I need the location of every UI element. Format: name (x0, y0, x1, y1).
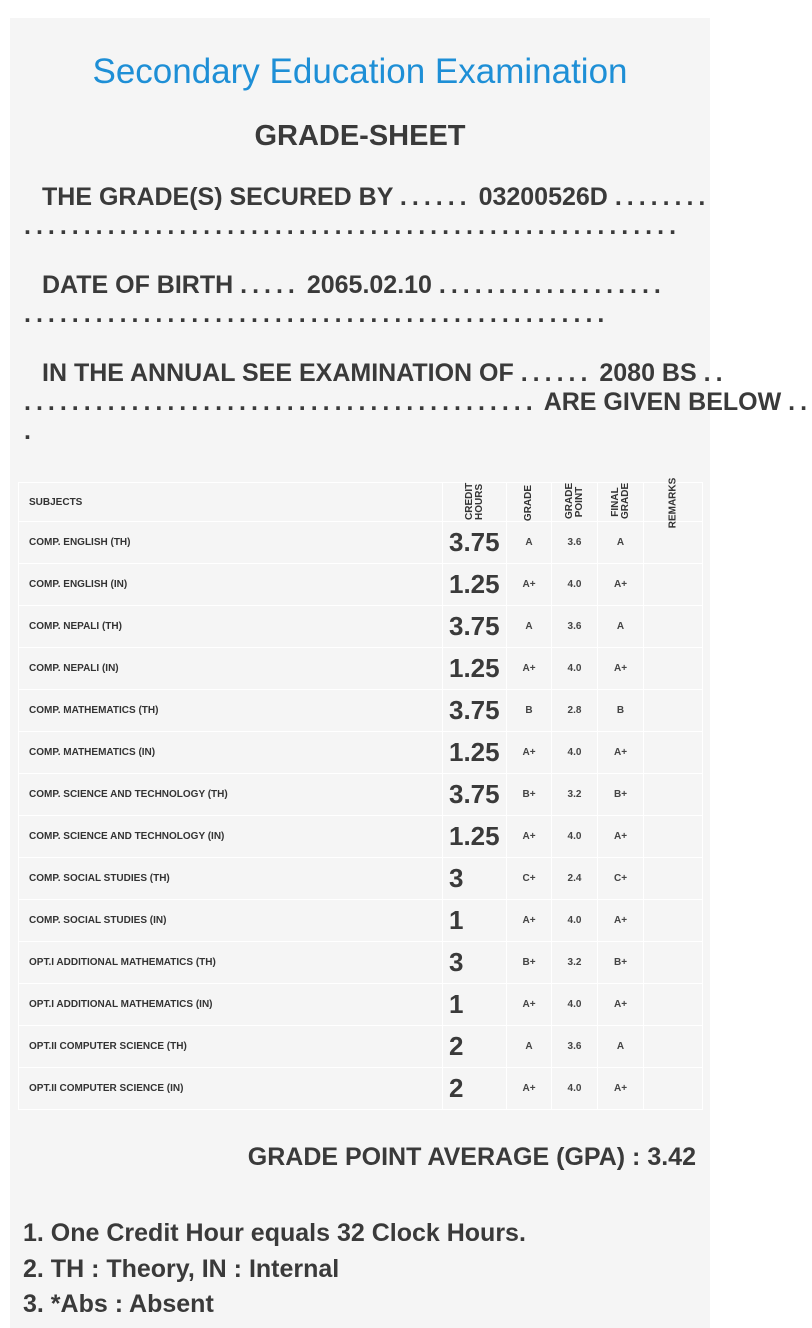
grade-cell: A+ (507, 732, 552, 774)
final-grade-cell: B (598, 690, 644, 732)
remarks-cell (644, 984, 703, 1026)
grade-point-cell: 4.0 (552, 732, 598, 774)
grade-point-cell: 4.0 (552, 900, 598, 942)
table-row (19, 690, 703, 732)
grade-point-cell: 2.4 (552, 858, 598, 900)
credit-hours-cell: 1 (443, 900, 507, 942)
grade-cell: C+ (507, 858, 552, 900)
col-credit-hours: CREDIT HOURS (443, 483, 507, 522)
dob-label: DATE OF BIRTH (42, 271, 234, 299)
grade-point-cell: 4.0 (552, 816, 598, 858)
col-remarks: REMARKS (644, 483, 703, 522)
credit-hours-cell: 1 (443, 984, 507, 1026)
table-row (19, 522, 703, 564)
final-grade-cell: B+ (598, 942, 644, 984)
final-grade-cell: A+ (598, 984, 644, 1026)
credit-hours-cell: 3.75 (443, 774, 507, 816)
grade-cell: A+ (507, 984, 552, 1026)
grade-cell: A+ (507, 816, 552, 858)
remarks-cell (644, 1068, 703, 1110)
grade-cell: B+ (507, 774, 552, 816)
subject-cell: OPT.II COMPUTER SCIENCE (TH) (19, 1026, 443, 1068)
exam-year: 2080 BS (599, 359, 697, 387)
credit-hours-cell: 1.25 (443, 648, 507, 690)
final-grade-cell: A+ (598, 816, 644, 858)
subject-cell: COMP. NEPALI (IN) (19, 648, 443, 690)
dotted-filler: . (24, 417, 36, 445)
col-subjects: SUBJECTS (19, 483, 443, 522)
table-row (19, 942, 703, 984)
table-row (19, 606, 703, 648)
given-below-text: ARE GIVEN BELOW (543, 388, 782, 416)
subject-cell: COMP. ENGLISH (IN) (19, 564, 443, 606)
remarks-cell (644, 606, 703, 648)
grade-point-cell: 4.0 (552, 648, 598, 690)
credit-hours-cell: 3 (443, 942, 507, 984)
remarks-cell (644, 942, 703, 984)
remarks-cell (644, 690, 703, 732)
grade-point-cell: 4.0 (552, 1068, 598, 1110)
grade-cell: A (507, 1026, 552, 1068)
remarks-cell (644, 774, 703, 816)
subject-cell: COMP. SOCIAL STUDIES (IN) (19, 900, 443, 942)
final-grade-cell: A+ (598, 732, 644, 774)
grade-point-cell: 3.6 (552, 522, 598, 564)
remarks-cell (644, 900, 703, 942)
dotted-filler: ....................................................... (24, 212, 682, 240)
symbol-number: 03200526D (478, 183, 608, 211)
dob-value: 2065.02.10 (306, 271, 432, 299)
table-row (19, 900, 703, 942)
table-row (19, 816, 703, 858)
subject-cell: COMP. MATHEMATICS (TH) (19, 690, 443, 732)
gpa-value: 3.42 (647, 1143, 696, 1171)
remarks-cell (644, 732, 703, 774)
final-grade-cell: A+ (598, 564, 644, 606)
col-final-grade: FINAL GRADE (598, 483, 644, 522)
final-grade-cell: B+ (598, 774, 644, 816)
final-grade-cell: A (598, 522, 644, 564)
table-row (19, 984, 703, 1026)
notes (23, 1216, 526, 1323)
final-grade-cell: A+ (598, 1068, 644, 1110)
grade-cell: B (507, 690, 552, 732)
final-grade-cell: A (598, 1026, 644, 1068)
table-row (19, 648, 703, 690)
grade-cell: A+ (507, 648, 552, 690)
grade-point-cell: 3.2 (552, 942, 598, 984)
gpa-line (248, 1143, 696, 1172)
grade-cell: A+ (507, 1068, 552, 1110)
exam-title: Secondary Education Examination (92, 52, 628, 91)
gpa-label: GRADE POINT AVERAGE (GPA) : (247, 1143, 641, 1171)
grade-cell: A (507, 606, 552, 648)
final-grade-cell: A+ (598, 648, 644, 690)
subject-cell: COMP. MATHEMATICS (IN) (19, 732, 443, 774)
note-item: 3. *Abs : Absent (23, 1290, 214, 1318)
final-grade-cell: A+ (598, 900, 644, 942)
secured-by-line: THE GRADE(S) SECURED BY ...... 03200526D ........ (42, 183, 711, 211)
final-grade-cell: C+ (598, 858, 644, 900)
dob-line: DATE OF BIRTH ..... 2065.02.10 ................... (42, 271, 666, 299)
col-grade: GRADE (507, 483, 552, 522)
credit-hours-cell: 3.75 (443, 690, 507, 732)
grade-cell: B+ (507, 942, 552, 984)
sheet-title: GRADE-SHEET (254, 120, 466, 152)
remarks-cell (644, 648, 703, 690)
credit-hours-cell: 3.75 (443, 606, 507, 648)
subject-cell: OPT.I ADDITIONAL MATHEMATICS (IN) (19, 984, 443, 1026)
credit-hours-cell: 1.25 (443, 816, 507, 858)
given-below-line: ........................................... ARE GIVEN BELOW .. (24, 388, 812, 416)
grade-point-cell: 3.6 (552, 1026, 598, 1068)
grade-point-cell: 3.2 (552, 774, 598, 816)
table-row (19, 774, 703, 816)
credit-hours-cell: 1.25 (443, 564, 507, 606)
credit-hours-cell: 2 (443, 1068, 507, 1110)
grade-cell: A+ (507, 900, 552, 942)
subject-cell: COMP. SCIENCE AND TECHNOLOGY (IN) (19, 816, 443, 858)
table-header-row (19, 483, 703, 522)
exam-line: IN THE ANNUAL SEE EXAMINATION OF ...... 2080 BS .. (42, 359, 728, 387)
credit-hours-cell: 1.25 (443, 732, 507, 774)
credit-hours-cell: 2 (443, 1026, 507, 1068)
grade-point-cell: 4.0 (552, 984, 598, 1026)
subject-cell: COMP. NEPALI (TH) (19, 606, 443, 648)
subject-cell: COMP. SCIENCE AND TECHNOLOGY (TH) (19, 774, 443, 816)
grade-point-cell: 2.8 (552, 690, 598, 732)
grades-table (18, 477, 703, 1110)
note-item: 1. One Credit Hour equals 32 Clock Hours. (23, 1219, 526, 1247)
credit-hours-cell: 3 (443, 858, 507, 900)
col-grade-point: GRADE POINT (552, 483, 598, 522)
grade-cell: A (507, 522, 552, 564)
remarks-cell (644, 1026, 703, 1068)
grade-cell: A+ (507, 564, 552, 606)
remarks-cell (644, 564, 703, 606)
subject-cell: COMP. ENGLISH (TH) (19, 522, 443, 564)
table-row (19, 858, 703, 900)
subject-cell: OPT.II COMPUTER SCIENCE (IN) (19, 1068, 443, 1110)
secured-by-label: THE GRADE(S) SECURED BY (42, 183, 393, 211)
table-row (19, 732, 703, 774)
remarks-cell (644, 816, 703, 858)
exam-label: IN THE ANNUAL SEE EXAMINATION OF (42, 359, 514, 387)
table-row (19, 1026, 703, 1068)
table-row (19, 564, 703, 606)
subject-cell: COMP. SOCIAL STUDIES (TH) (19, 858, 443, 900)
dotted-filler: ................................................. (24, 300, 610, 328)
credit-hours-cell: 3.75 (443, 522, 507, 564)
final-grade-cell: A (598, 606, 644, 648)
remarks-cell (644, 858, 703, 900)
grade-point-cell: 3.6 (552, 606, 598, 648)
subject-cell: OPT.I ADDITIONAL MATHEMATICS (TH) (19, 942, 443, 984)
note-item: 2. TH : Theory, IN : Internal (23, 1254, 340, 1283)
table-row (19, 1068, 703, 1110)
grade-point-cell: 4.0 (552, 564, 598, 606)
